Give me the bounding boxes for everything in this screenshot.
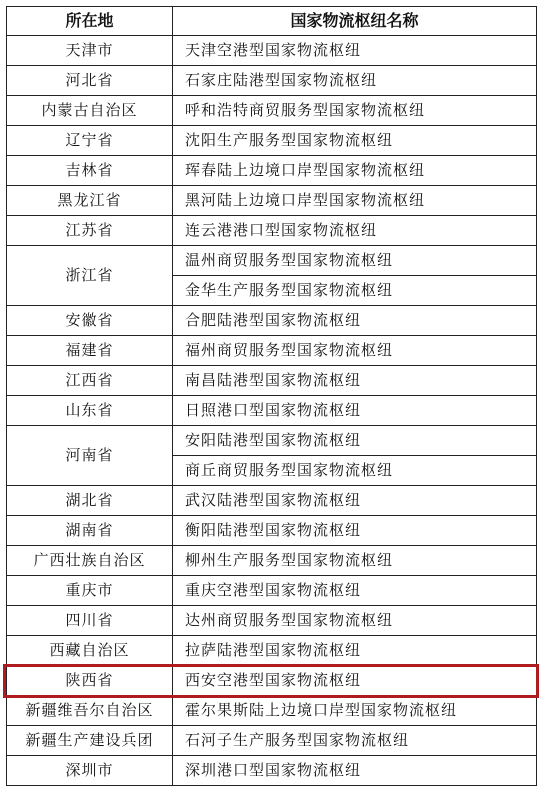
- table-row: [7, 36, 537, 66]
- hub-name-cell: 沈阳生产服务型国家物流枢纽: [173, 126, 537, 156]
- table-row: [7, 636, 537, 666]
- hub-name-cell: 达州商贸服务型国家物流枢纽: [173, 606, 537, 636]
- province-cell: 重庆市: [7, 576, 173, 606]
- hub-name-cell: 石河子生产服务型国家物流枢纽: [173, 726, 537, 756]
- hub-name-cell: 黑河陆上边境口岸型国家物流枢纽: [173, 186, 537, 216]
- province-cell: 湖南省: [7, 516, 173, 546]
- province-cell: 江苏省: [7, 216, 173, 246]
- hub-name-cell: 金华生产服务型国家物流枢纽: [173, 276, 537, 306]
- header-location: 所在地: [7, 7, 173, 36]
- province-cell: 西藏自治区: [7, 636, 173, 666]
- table-body: [7, 36, 537, 786]
- table-row: [7, 96, 537, 126]
- hub-name-cell: 衡阳陆港型国家物流枢纽: [173, 516, 537, 546]
- province-cell: 吉林省: [7, 156, 173, 186]
- hub-name-cell: 安阳陆港型国家物流枢纽: [173, 426, 537, 456]
- table-row: [7, 336, 537, 366]
- table-row: [7, 516, 537, 546]
- province-cell: 江西省: [7, 366, 173, 396]
- header-hub-name: 国家物流枢纽名称: [173, 7, 537, 36]
- province-cell: 福建省: [7, 336, 173, 366]
- table-row: [7, 66, 537, 96]
- table-row: [7, 396, 537, 426]
- province-cell: 天津市: [7, 36, 173, 66]
- hub-name-cell: 珲春陆上边境口岸型国家物流枢纽: [173, 156, 537, 186]
- province-cell: 新疆维吾尔自治区: [7, 696, 173, 726]
- table-row: [7, 486, 537, 516]
- hub-name-cell: 日照港口型国家物流枢纽: [173, 396, 537, 426]
- hub-name-cell: 石家庄陆港型国家物流枢纽: [173, 66, 537, 96]
- province-cell: 湖北省: [7, 486, 173, 516]
- province-cell: 黑龙江省: [7, 186, 173, 216]
- table-row: [7, 306, 537, 336]
- table-row: [7, 546, 537, 576]
- hub-name-cell: 柳州生产服务型国家物流枢纽: [173, 546, 537, 576]
- hub-name-cell: 合肥陆港型国家物流枢纽: [173, 306, 537, 336]
- province-cell: 广西壮族自治区: [7, 546, 173, 576]
- hub-name-cell: 拉萨陆港型国家物流枢纽: [173, 636, 537, 666]
- table-row: [7, 216, 537, 246]
- hub-name-cell: 南昌陆港型国家物流枢纽: [173, 366, 537, 396]
- hub-name-cell: 天津空港型国家物流枢纽: [173, 36, 537, 66]
- hub-name-cell: 连云港港口型国家物流枢纽: [173, 216, 537, 246]
- table-row: [7, 366, 537, 396]
- table-row: [7, 606, 537, 636]
- hub-name-cell: 商丘商贸服务型国家物流枢纽: [173, 456, 537, 486]
- table-row: [7, 666, 537, 696]
- table-row: [7, 426, 537, 456]
- province-cell: 陕西省: [7, 666, 173, 696]
- province-cell: 新疆生产建设兵团: [7, 726, 173, 756]
- hub-name-cell: 重庆空港型国家物流枢纽: [173, 576, 537, 606]
- hub-name-cell: 霍尔果斯陆上边境口岸型国家物流枢纽: [173, 696, 537, 726]
- hub-name-cell: 呼和浩特商贸服务型国家物流枢纽: [173, 96, 537, 126]
- province-cell: 浙江省: [7, 246, 173, 306]
- header-row: [7, 7, 537, 36]
- hub-name-cell: 西安空港型国家物流枢纽: [173, 666, 537, 696]
- table-row: [7, 156, 537, 186]
- hub-name-cell: 福州商贸服务型国家物流枢纽: [173, 336, 537, 366]
- province-cell: 辽宁省: [7, 126, 173, 156]
- table-row: [7, 186, 537, 216]
- table-row: [7, 246, 537, 276]
- hub-name-cell: 武汉陆港型国家物流枢纽: [173, 486, 537, 516]
- province-cell: 四川省: [7, 606, 173, 636]
- province-cell: 河南省: [7, 426, 173, 486]
- logistics-hub-table: [6, 6, 537, 786]
- province-cell: 深圳市: [7, 756, 173, 786]
- hub-name-cell: 深圳港口型国家物流枢纽: [173, 756, 537, 786]
- province-cell: 山东省: [7, 396, 173, 426]
- province-cell: 内蒙古自治区: [7, 96, 173, 126]
- province-cell: 河北省: [7, 66, 173, 96]
- province-cell: 安徽省: [7, 306, 173, 336]
- table-row: [7, 696, 537, 726]
- table-row: [7, 576, 537, 606]
- table-row: [7, 756, 537, 786]
- table-row: [7, 126, 537, 156]
- table-row: [7, 726, 537, 756]
- hub-name-cell: 温州商贸服务型国家物流枢纽: [173, 246, 537, 276]
